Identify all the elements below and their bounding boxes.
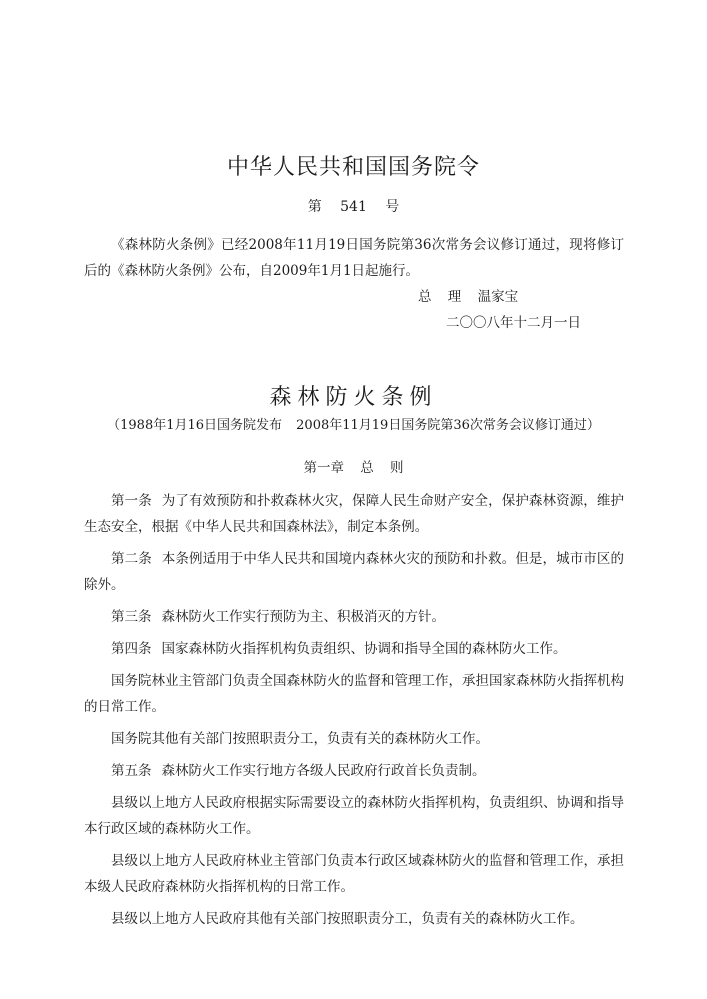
article-list <box>84 488 624 938</box>
decree-signer: 总 理 温家宝 <box>418 289 519 305</box>
article-text: 县级以上地方人民政府其他有关部门按照职责分工，负责有关的森林防火工作。 <box>111 911 584 927</box>
article-paragraph <box>84 758 624 784</box>
article-paragraph <box>84 604 624 630</box>
article-label: 第三条 <box>111 609 152 625</box>
article-text: 国家森林防火指挥机构负责组织、协调和指导全国的森林防火工作。 <box>161 641 567 657</box>
article-paragraph <box>84 488 624 540</box>
article-paragraph <box>84 668 624 720</box>
decree-intro: 《森林防火条例》已经2008年11月19日国务院第36次常务会议修订通过，现将修订后的《森林防火条例》公布，自2009年1月1日起施行。 <box>84 237 624 279</box>
article-text: 本条例适用于中华人民共和国境内森林火灾的预防和扑救。但是，城市市区的除外。 <box>84 551 625 593</box>
decree-number: 第 541 号 <box>307 199 400 215</box>
article-paragraph <box>84 906 624 932</box>
article-label: 第一条 <box>111 493 152 509</box>
article-label: 第四条 <box>111 641 152 657</box>
regulation-subtitle: （1988年1月16日国务院发布 2008年11月19日国务院第36次常务会议修订通过） <box>107 418 600 433</box>
article-paragraph <box>84 790 624 842</box>
article-label: 第二条 <box>111 551 152 567</box>
chapter-title: 第一章 总 则 <box>303 460 404 476</box>
article-text: 森林防火工作实行地方各级人民政府行政首长负责制。 <box>161 763 486 779</box>
decree-date: 二〇〇八年十二月一日 <box>446 315 581 331</box>
article-text: 国务院林业主管部门负责全国森林防火的监督和管理工作，承担国家森林防火指挥机构的日常工作。 <box>84 673 624 715</box>
article-paragraph <box>84 636 624 662</box>
article-text: 县级以上地方人民政府根据实际需要设立的森林防火指挥机构，负责组织、协调和指导本行政区域的森林防火工作。 <box>84 795 624 837</box>
article-paragraph <box>84 546 624 598</box>
article-paragraph <box>84 726 624 752</box>
article-text: 森林防火工作实行预防为主、积极消灭的方针。 <box>161 609 445 625</box>
article-text: 国务院其他有关部门按照职责分工，负责有关的森林防火工作。 <box>111 731 489 747</box>
article-text: 为了有效预防和扑救森林火灾，保障人民生命财产安全，保护森林资源，维护生态安全，根据《中华人民共和国森林法》，制定本条例。 <box>84 493 625 535</box>
decree-title: 中华人民共和国国务院令 <box>226 155 480 180</box>
article-label: 第五条 <box>111 763 152 779</box>
article-text: 县级以上地方人民政府林业主管部门负责本行政区域森林防火的监督和管理工作，承担本级人民政府森林防火指挥机构的日常工作。 <box>84 853 624 895</box>
regulation-title: 森林防火条例 <box>269 385 438 410</box>
article-paragraph <box>84 848 624 900</box>
